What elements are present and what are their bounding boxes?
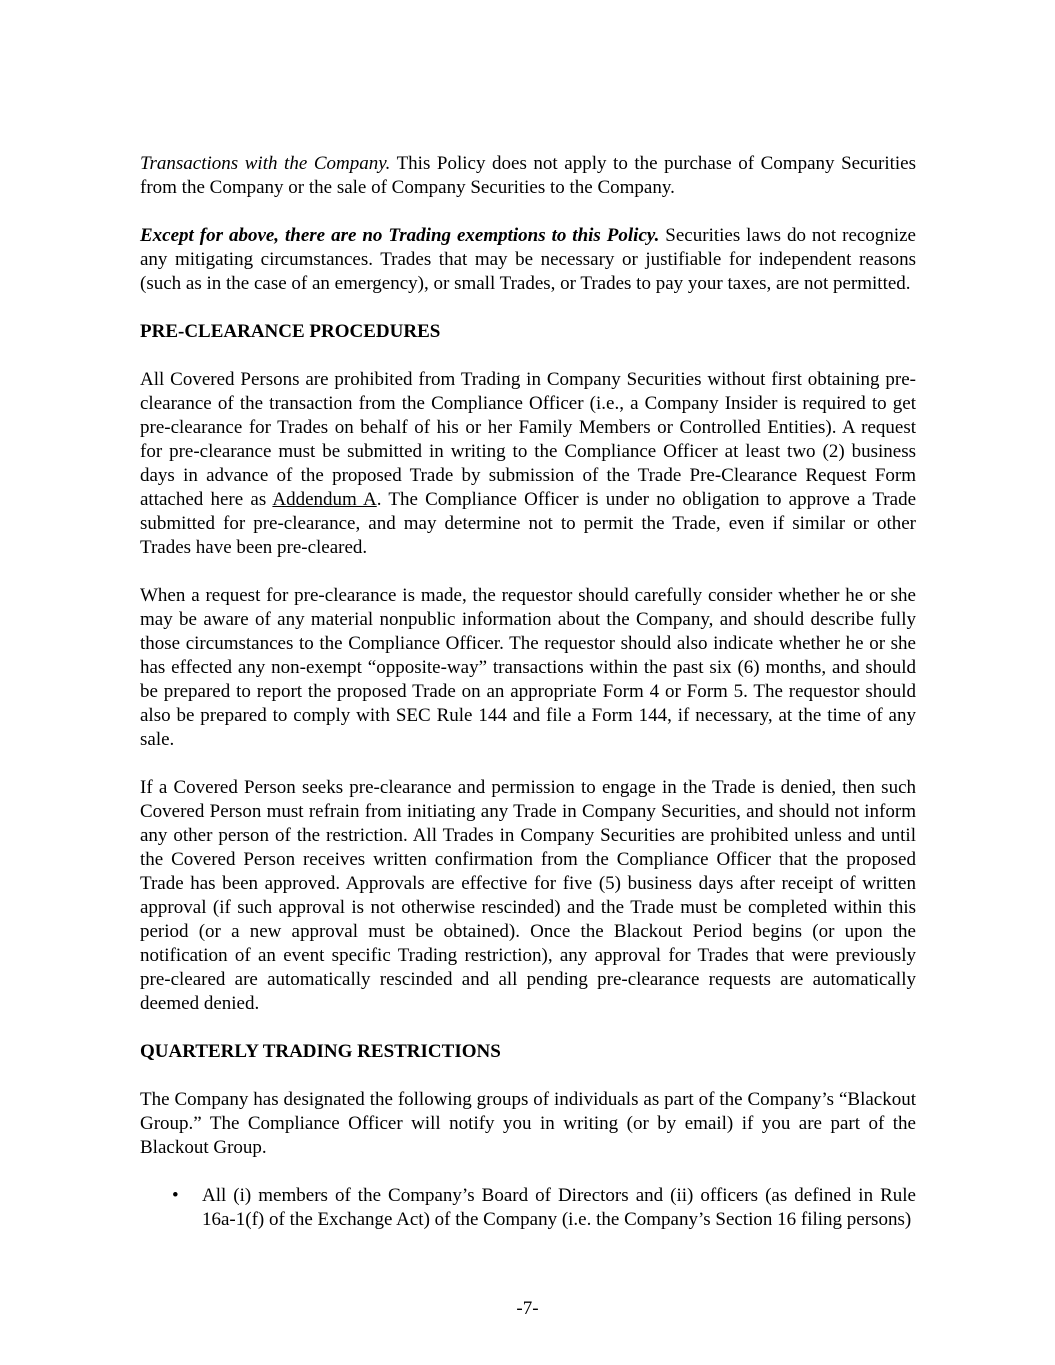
preclearance-paragraph-3: If a Covered Person seeks pre-clearance and permission to engage in the Trade is denied, then such Covered Person must refrain from initiating any Trade in Company Securities, and should not inform any other person of the restriction. All Trades in Company Securities are prohibited unless and until the Covered Person receives written confirmation from the Compliance Officer that the proposed Trade has been approved. Approvals are effective for five (5) business days after receipt of written approval (if such approval is not otherwise rescinded) and the Trade must be completed within this period (or a new approval must be obtained). Once the Blackout Period begins (or upon the notification of an event specific Trading restriction), any approval for Trades that were previously pre-cleared are automatically rescinded and all pending pre-clearance requests are automatically deemed denied. — [140, 777, 916, 1014]
transactions-text: This Policy does not apply to the purchase of Company Securities from the Company or the sale of Company Securities to the Company. — [140, 153, 916, 198]
page-number: -7- — [516, 1298, 539, 1319]
exemptions-text: Securities laws do not recognize any mitigating circumstances. Trades that may be necessary or justifiable for independent reasons (such as in the case of an emergency), or small Trades, or Trades to pay your taxes, are not permitted. — [140, 225, 916, 294]
list-item-text: All (i) members of the Company’s Board of Directors and (ii) officers (as defined in Rule 16a-1(f) of the Exchange Act) of the Company (i.e. the Company’s Section 16 filing persons) — [202, 1185, 916, 1230]
preclearance-paragraph-2: When a request for pre-clearance is made, the requestor should carefully consider whether he or she may be aware of any material nonpublic information about the Company, and should describe fully those circumstances to the Compliance Officer. The requestor should also indicate whether he or she has effected any non-exempt “opposite-way” transactions within the past six (6) months, and should be prepared to report the proposed Trade on an appropriate Form 4 or Form 5. The requestor should also be prepared to comply with SEC Rule 144 and file a Form 144, if necessary, at the time of any sale. — [140, 585, 916, 750]
bullet-icon: • — [172, 1185, 179, 1206]
addendum-a-link: Addendum A — [272, 489, 377, 510]
preclearance-p1-after: . The Compliance Officer is under no obligation to approve a Trade submitted for pre-clearance, and may determine not to permit the Trade, even if similar or other Trades have been pre-cleared. — [140, 489, 917, 558]
preclearance-p1-before: All Covered Persons are prohibited from Trading in Company Securities without first obtaining pre-clearance of the transaction from the Compliance Officer (i.e., a Company Insider is required to get pre-clearance for Trades on behalf of his or her Family Members or Controlled Entities). A request for pre-clearance must be submitted in writing to the Compliance Officer at least two (2) business days in advance of the proposed Trade by submission of the Trade Pre-Clearance Request Form attached here as — [140, 369, 916, 510]
transactions-paragraph — [140, 152, 916, 200]
exemptions-lead: Except for above, there are no Trading exemptions to this Policy. — [140, 225, 660, 246]
transactions-lead: Transactions with the Company. — [140, 153, 391, 174]
exemptions-paragraph — [140, 224, 916, 296]
preclearance-heading: PRE-CLEARANCE PROCEDURES — [140, 321, 441, 342]
list-item — [140, 1184, 916, 1232]
document-page — [140, 152, 916, 1232]
quarterly-paragraph-1: The Company has designated the following groups of individuals as part of the Company’s “Blackout Group.” The Compliance Officer will notify you in writing (or by email) if you are part of the Blackout Group. — [140, 1089, 916, 1158]
quarterly-heading: QUARTERLY TRADING RESTRICTIONS — [140, 1041, 501, 1062]
preclearance-paragraph-1 — [140, 368, 916, 560]
blackout-group-list — [140, 1184, 916, 1232]
